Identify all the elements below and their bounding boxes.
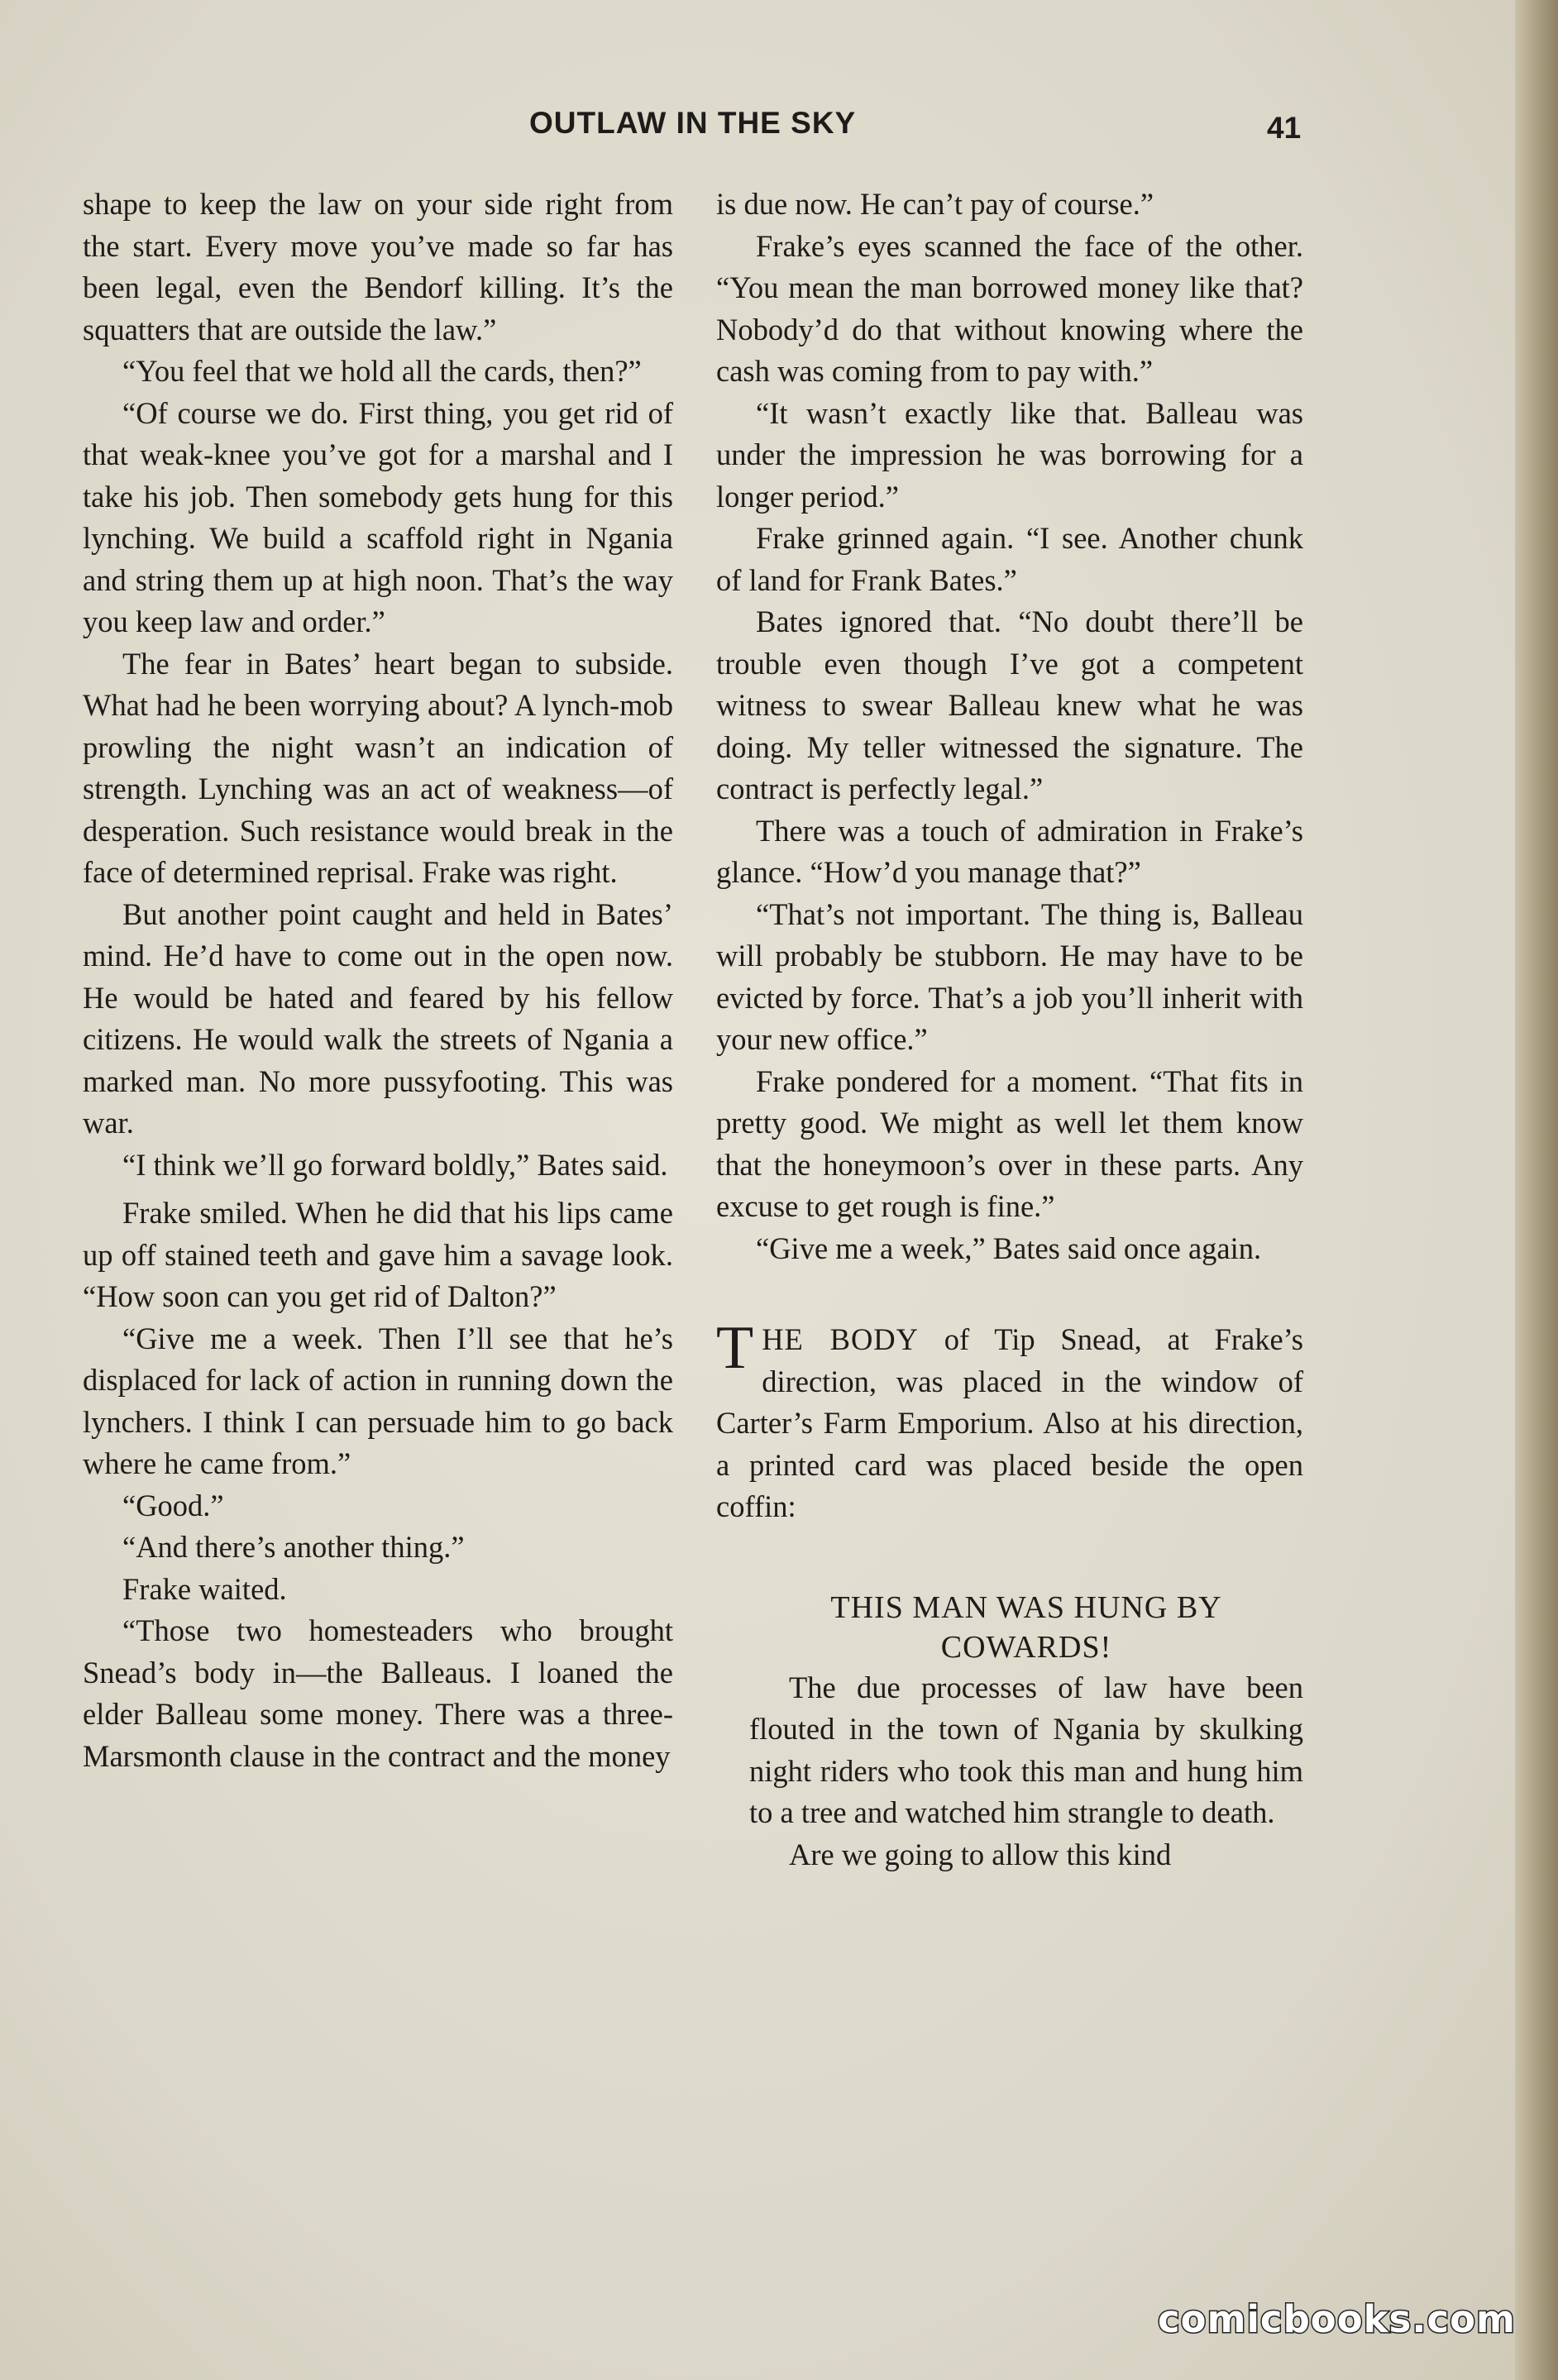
paragraph: “That’s not important. The thing is, Balleau will probably be stubborn. He may have to be evicted by force. That’s a job you’ll inherit with your new office.” xyxy=(716,896,1303,1056)
paragraph: “Those two homesteaders who brought Snead’s body in—the Balleaus. I loaned the elder Balleau some money. There was a three-Marsmonth clause in the contract and the money xyxy=(83,1613,673,1773)
paragraph: “It wasn’t exactly like that. Balleau was under the impression he was borrowing for a longer period.” xyxy=(716,395,1303,514)
notice-card-text xyxy=(716,1667,1303,1876)
notice-heading-line: THIS MAN WAS HUNG BY xyxy=(830,1589,1222,1625)
paragraph: The fear in Bates’ heart began to subside. What had he been worrying about? A lynch-mob prowling the night wasn’t an indication of strength. Lynching was an act of weakness—of desperation. Such resistance would break in the face of determined reprisal. Frake was right. xyxy=(83,646,673,889)
paragraph: “Good.” xyxy=(122,1488,224,1522)
paragraph: There was a touch of admiration in Frake’s glance. “How’d you manage that?” xyxy=(716,813,1303,889)
page-number: 41 xyxy=(1267,111,1302,145)
running-title: OUTLAW IN THE SKY xyxy=(529,106,857,140)
paragraph: But another point caught and held in Bates’ mind. He’d have to come out in the open now. He would be hated and feared by his fellow citizens. He would walk the streets of Ngania a marked man. No more pussyfooting. This was war. xyxy=(83,896,673,1140)
notice-heading xyxy=(716,1588,1303,1667)
section-lead-in: HE BODY xyxy=(762,1322,920,1356)
section-text: of Tip Snead, at Frake’s direction, was placed in the window of Carter’s Farm Emporium. Also at his direction, a printed card was placed beside the open coffin: xyxy=(716,1322,1303,1523)
site-watermark: comicbooks.com xyxy=(1158,2297,1516,2341)
page-spine-edge xyxy=(1515,0,1558,2380)
notice-paragraph: Are we going to allow this kind xyxy=(789,1837,1172,1871)
paragraph: Frake’s eyes scanned the face of the other. “You mean the man borrowed money like that? Nobody’d do that without knowing where the cash was coming from to pay with.” xyxy=(716,228,1303,388)
paragraph: “I think we’ll go forward boldly,” Bates said. xyxy=(122,1147,668,1182)
paragraph: “You feel that we hold all the cards, then?” xyxy=(122,354,642,388)
paragraph: Frake waited. xyxy=(122,1571,287,1606)
paragraph: Frake pondered for a moment. “That fits in pretty good. We might as well let them know that the honeymoon’s over in these parts. Any excuse to get rough is fine.” xyxy=(716,1063,1303,1223)
notice-paragraph: The due processes of law have been flouted in the town of Ngania by skulking night riders who took this man and hung him to a tree and watched him strangle to death. xyxy=(749,1670,1303,1829)
paragraph: Frake smiled. When he did that his lips came up off stained teeth and gave him a savage look. “How soon can you get rid of Dalton?” xyxy=(83,1196,673,1313)
paragraph: is due now. He can’t pay of course.” xyxy=(716,187,1154,221)
paragraph: “Of course we do. First thing, you get rid of that weak-knee you’ve got for a marshal and I take his job. Then somebody gets hung for this lynching. We build a scaffold right in Ngania and string them up at high noon. That’s the way you keep law and order.” xyxy=(83,395,673,638)
paragraph: Frake grinned again. “I see. Another chunk of land for Frank Bates.” xyxy=(716,521,1303,597)
paragraph: “Give me a week,” Bates said once again. xyxy=(756,1231,1262,1265)
notice-heading-line: COWARDS! xyxy=(940,1629,1112,1665)
paragraph: “And there’s another thing.” xyxy=(122,1530,465,1564)
paragraph: Bates ignored that. “No doubt there’ll be trouble even though I’ve got a competent witness to swear Balleau knew what he was doing. My teller witnessed the signature. The contract is perfectly legal.” xyxy=(716,605,1303,805)
section-opening-paragraph xyxy=(716,1314,1303,1528)
right-column xyxy=(716,184,1303,1876)
left-column xyxy=(83,184,673,1777)
paragraph: “Give me a week. Then I’ll see that he’s displaced for lack of action in running down the lynchers. I think I can persuade him to go back where he came from.” xyxy=(83,1321,673,1480)
paragraph: shape to keep the law on your side right from the start. Every move you’ve made so far has been legal, even the Bendorf killing. It’s the squatters that are outside the law.” xyxy=(83,187,673,346)
drop-cap: T xyxy=(716,1314,754,1382)
